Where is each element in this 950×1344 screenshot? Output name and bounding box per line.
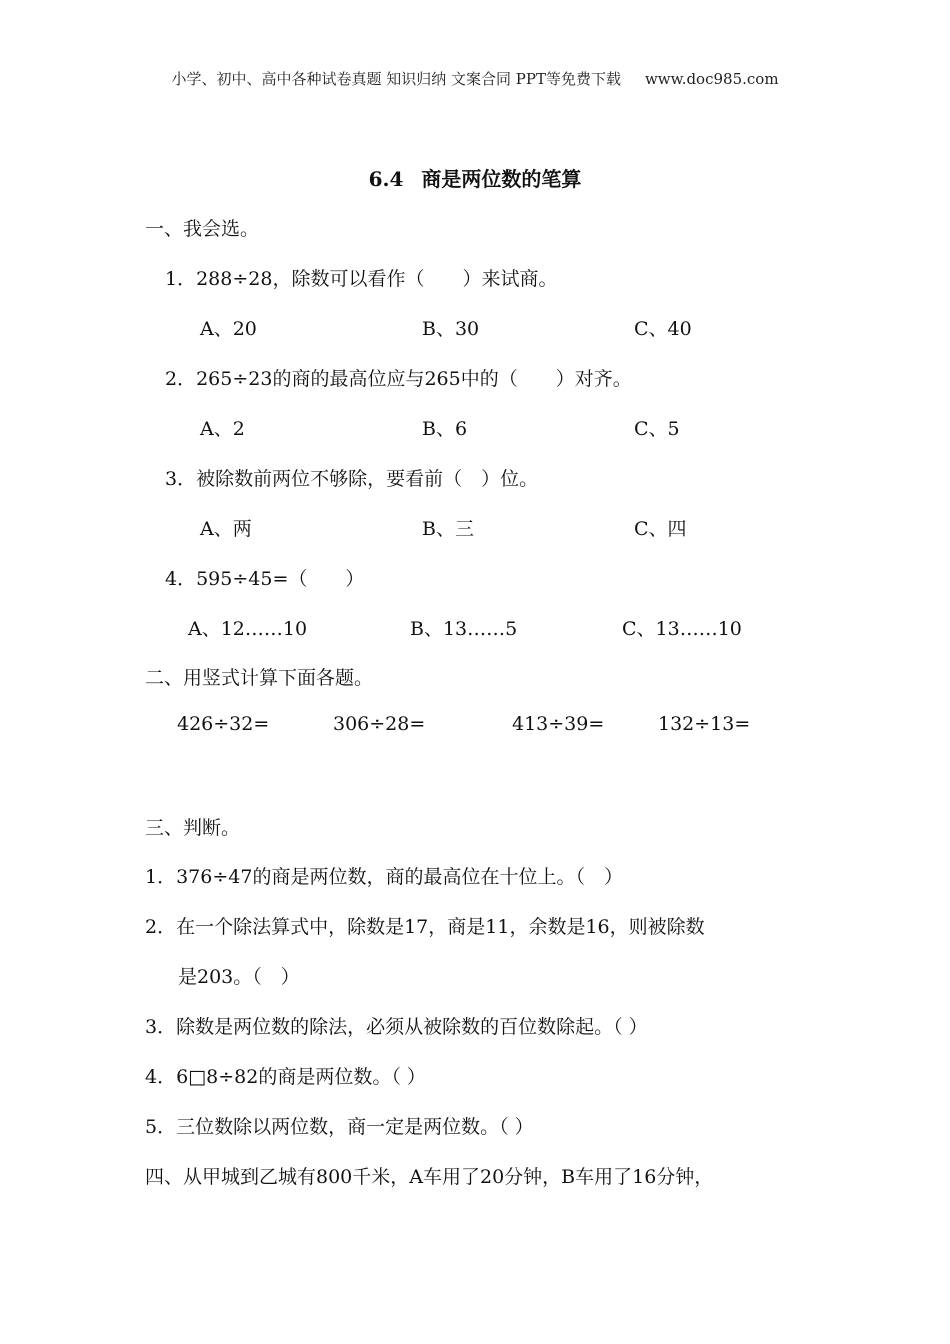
q3-option-c: C、四 [634,518,687,540]
q3-option-b: B、三 [422,518,474,540]
q2-option-c: C、5 [634,418,680,440]
judge-item-2: 2．在一个除法算式中，除数是17，商是11，余数是16，则被除数 [145,916,705,938]
judge-item-4: 4．6□8÷82的商是两位数。（ ） [145,1066,426,1088]
title-text: 商是两位数的笔算 [421,167,582,191]
title-number: 6.4 [368,167,404,191]
section3-heading: 三、判断。 [145,817,241,839]
q3-option-a: A、两 [200,518,252,540]
q1-option-b: B、30 [422,318,480,340]
question-1: 1．288÷28，除数可以看作（ ）来试商。 [165,268,558,290]
section1-heading: 一、我会选。 [145,218,260,240]
judge-item-3: 3．除数是两位数的除法，必须从被除数的百位数除起。（ ） [145,1016,648,1038]
q2-option-a: A、2 [200,418,245,440]
header-text: 小学、初中、高中各种试卷真题 知识归纳 文案合同 PPT等免费下载 [171,70,621,88]
judge-item-1: 1．376÷47的商是两位数，商的最高位在十位上。（ ） [145,866,623,888]
q1-option-a: A、20 [200,318,257,340]
judge-item-2-continued: 是203。（ ） [178,966,300,988]
calc-problem-4: 132÷13= [658,713,751,735]
judge-item-5: 5．三位数除以两位数，商一定是两位数。（ ） [145,1116,534,1138]
q4-option-b: B、13……5 [410,618,518,640]
q4-option-a: A、12……10 [188,618,308,640]
header-url[interactable]: www.doc985.com [644,70,779,88]
question-4: 4．595÷45=（ ） [165,568,365,590]
q4-option-c: C、13……10 [622,618,742,640]
q2-option-b: B、6 [422,418,468,440]
calc-problem-2: 306÷28= [333,713,426,735]
page-header [0,68,950,89]
section4-text: 四、从甲城到乙城有800千米，A车用了20分钟，B车用了16分钟， [145,1166,714,1188]
calc-problem-3: 413÷39= [512,713,605,735]
question-2: 2．265÷23的商的最高位应与265中的（ ）对齐。 [165,368,632,390]
section2-heading: 二、用竖式计算下面各题。 [145,667,374,689]
calc-problem-1: 426÷32= [177,713,270,735]
question-3: 3．被除数前两位不够除，要看前（ ）位。 [165,468,539,490]
page-title [0,163,950,192]
q1-option-c: C、40 [634,318,692,340]
